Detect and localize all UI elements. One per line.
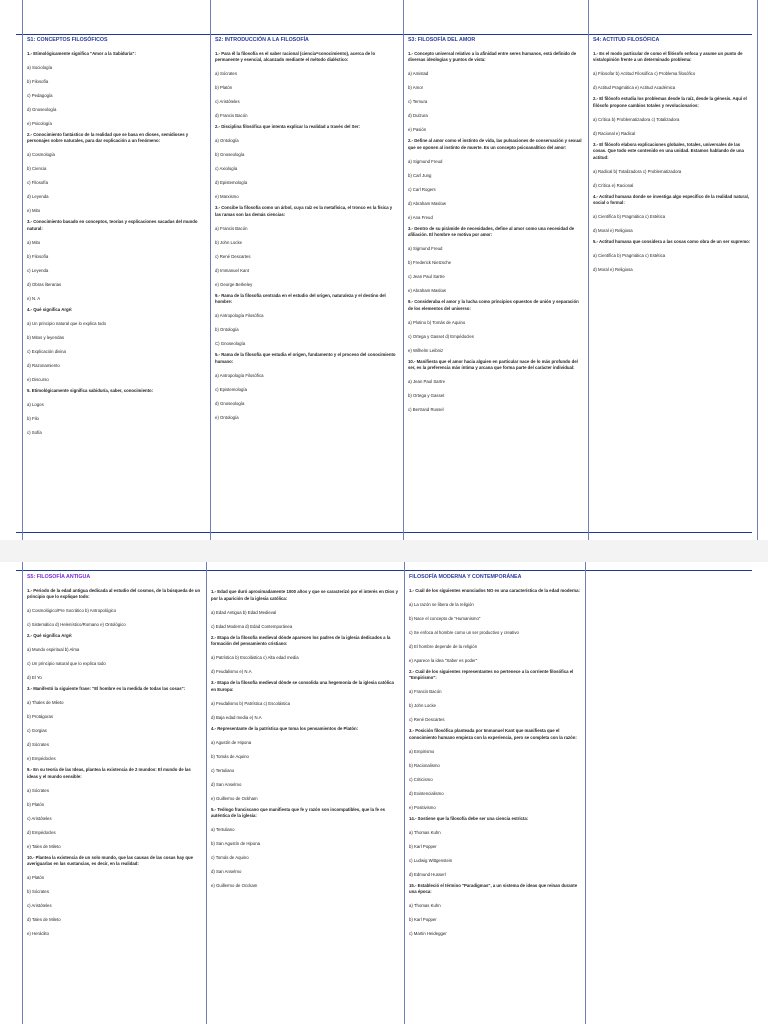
question-text: 1.- Etimológicamente significa "Amor a la Sabiduría": [27, 50, 136, 56]
answer-option: d) Tales de Mileto [27, 917, 61, 922]
question-text: 5. Etimológicamente significa sabiduría, saber, conocimiento: [27, 387, 154, 393]
answer-option: d) Gnoseología [215, 400, 245, 406]
answer-option: a) Agustín de Hipona [211, 739, 252, 745]
answer-option: e) Guillermo de Ockham [211, 795, 258, 801]
answer-option: a) Plotino b) Tomás de Aquino [408, 319, 466, 325]
answer-option: d) Obras literarias [27, 281, 62, 287]
question-text: 1.- Edad que duró aproximadamente 1000 años y que se caracterizó por el interés en Dios y por la aparición de la iglesia católica: [211, 589, 398, 601]
question-text: 2.- Cuál de los siguientes representantes no pertenece a la corriente filosófica el "Empirismo": [409, 668, 574, 680]
answer-option: c) Se enfoca al hombre como un ser productivo y creativo [409, 629, 519, 635]
column-title: S2: INTRODUCCIÓN A LA FILOSOFÍA [215, 37, 309, 43]
answer-option: a) Francis Bacón [215, 225, 248, 231]
answer-option: d) Existencialismo [409, 790, 444, 796]
answer-option: a) Thales de Mileto [27, 700, 64, 705]
answer-option: d) Leyenda [27, 194, 49, 199]
answer-option: e) Marxismo [215, 194, 239, 199]
question-text: 1.- Periodo de la edad antigua dedicada al estudio del cosmos, de la búsqueda de un principio que lo explique todo: [27, 587, 201, 599]
answer-option: e) Pasión [408, 127, 427, 132]
question-text: 9.- En su teoría de las Ideas, plantea la existencia de 2 mundos: El mundo de las ideas y el mundo sensible: [27, 767, 191, 779]
answer-option: a) Francis Bacón [409, 689, 442, 694]
question-text: 9.- Consideraba el amor y la lucha como principios opuestos de unión y separación de los elementos del universo: [408, 299, 579, 311]
answer-option: c) Leyenda [27, 267, 49, 273]
answer-option: e) Ontología [215, 414, 239, 420]
answer-option: c) Gorgias [27, 728, 47, 733]
column-s3 [403, 0, 588, 540]
question-text: 2.- Disciplina filosófica que intenta explicar la realidad a través del Ser: [215, 124, 360, 129]
answer-option: b) John Locke [409, 703, 436, 708]
answer-option: d) Empédocles [27, 829, 56, 835]
answer-option: c) Explicación divina [27, 348, 66, 354]
answer-option: c) Edad Moderna d) Edad Contemporánea [211, 623, 293, 629]
answer-option: a) Crítica b) Problematizadora c) Totalizadora [593, 116, 680, 122]
question-text: 5.- Teólogo franciscano que manifiesta que fe y razón son incompatibles, que la fe es auténtica de la iglesia: [211, 806, 385, 818]
answer-option: a) Científica b) Pragmática c) Estética [593, 253, 666, 258]
column-body [404, 51, 588, 414]
answer-option: a) Thomas Kuhn [409, 903, 441, 908]
answer-option: e) Tales de Mileto [27, 843, 61, 849]
answer-option: e) George Berkeley [215, 281, 253, 287]
answer-option: d) Sócrates [27, 742, 49, 747]
answer-option: b) Mitos y leyendas [27, 334, 65, 340]
answer-option: c) Tertuliano [211, 767, 235, 773]
answer-option: d) Epistemología [215, 180, 248, 185]
answer-option: d) Moral e) Religiosa [593, 228, 633, 233]
answer-option: a) Empirismo [409, 748, 435, 754]
answer-option: b) Sócrates [27, 889, 49, 894]
answer-option: b) Platón [215, 85, 233, 90]
column-s5 [22, 562, 206, 1024]
answer-option: d) El Yo [27, 675, 42, 680]
answer-option: a) Un principio natural que lo explica todo [27, 320, 107, 326]
answer-option: c) Pedagogía [27, 92, 53, 98]
answer-option: a) Sócrates [215, 71, 237, 76]
answer-option: a) Patrística b) Escolástica c) Alta edad media [211, 655, 299, 660]
answer-option: e) Positivismo [409, 804, 436, 810]
question-text: 3.- Dentro de su pirámide de necesidades, define al amor como una necesidad de afiliación. El hombre se motiva por amor: [408, 225, 575, 237]
answer-option: e) Empédocles [27, 756, 56, 761]
answer-option: c) Axiología [215, 166, 238, 171]
answer-option: b) Karl Popper [409, 843, 437, 849]
answer-option: c) Sistemático d) Helenístico/Romano e) Ontológico [27, 622, 126, 627]
answer-option: a) Jean Paul Sartre [408, 379, 446, 384]
answer-option: c) Aristóteles [215, 99, 240, 104]
answer-option: a) Cosmología [27, 152, 55, 157]
answer-option: b) John Locke [215, 239, 242, 245]
question-text: 3.- Etapa de la filosofía medieval dónde se consolida una hegemonía de la iglesia católica en Europa: [211, 680, 394, 692]
answer-option: b) Filo [27, 415, 39, 421]
answer-option: d) Edmund Husserl [409, 871, 446, 877]
answer-option: b) Nace el concepto de "Humanismo" [409, 615, 481, 621]
column-body [405, 588, 585, 938]
answer-option: b) Filosofía [27, 253, 49, 259]
question-text: 2.- Conocimiento fantástico de la realidad que se basa en dioses, semidioses y personajes sobre naturales, para dar explicación a un fenómeno: [27, 131, 189, 143]
answer-option: b) Carl Jung [408, 172, 432, 178]
question-text: 3.- Manifestó la siguiente frase: "El hombre es la medida de todas las cosas": [27, 686, 186, 691]
question-text: 14.- Sostiene que la filosofía debe ser una ciencia estricta: [409, 815, 529, 821]
answer-option: c) Sofía [27, 429, 42, 435]
question-text: 10.- Plantea la existencia de un solo mundo, que las causas de las cosas hay que averiguarlas en las sustancias, es decir, en la realidad: [27, 854, 193, 866]
answer-option: e) Abraham Maslow [408, 288, 446, 293]
answer-option: a) Cosmológico/Pre Socrático b) Antropológico [27, 608, 117, 613]
answer-option: b) Filosofía [27, 78, 49, 84]
column-title [207, 572, 404, 583]
answer-option: c) Ortega y Gasset d) Empédocles [408, 333, 474, 339]
worksheet-page-2 [0, 562, 768, 1024]
answer-option: a) Logos [27, 401, 44, 407]
column-title: S1: CONCEPTOS FILOSÓFICOS [27, 37, 108, 43]
answer-option: c) Criticismo [409, 776, 433, 782]
answer-option: d) San Anselmo [211, 781, 242, 787]
answer-option: d) Dulzura [408, 113, 428, 118]
answer-option: e) Wilhelm Leibniz [408, 347, 444, 353]
column-body [207, 589, 404, 890]
question-text: 10.- Manifiesta que el amor hacia alguien en particular nace de lo más profundo del ser, es la preferencia más íntima y arcana que forma parte del carácter individual: [408, 358, 578, 370]
column-s1 [22, 0, 210, 540]
answer-option: e) N. A [27, 295, 41, 301]
answer-option: b) Ortega y Gasset [408, 393, 445, 398]
answer-option: a) Antropología Filosófica [215, 313, 264, 318]
answer-option: a) Ontología [215, 138, 239, 143]
answer-option: e) Heráclito [27, 931, 49, 936]
answer-option: a) Científica b) Pragmática c) Estética [593, 214, 666, 219]
answer-option: a) Edad Antigua b) Edad Medieval [211, 609, 277, 615]
answer-option: d) Feudalismo e) N.A [211, 669, 252, 674]
answer-option: d) Crítica e) Racional [593, 182, 634, 188]
answer-option: b) Tomás de Aquino [211, 753, 249, 759]
answer-option: a) Tertuliano [211, 827, 235, 832]
answer-option: d) Francis Bacón [215, 113, 248, 118]
question-text: 3.- Conocimiento basado en conceptos, teorías y explicaciones sacadas del mundo natural: [27, 219, 198, 231]
answer-option: d) Racional e) Radical [593, 130, 636, 136]
question-text: 2.- Etapa de la filosofía medieval dónde aparecen los padres de la iglesia dedicados a la formación del pensamiento cristiano: [211, 634, 391, 646]
column-s6 [206, 562, 404, 1024]
column-body [589, 51, 757, 274]
column-body [23, 51, 210, 437]
answer-option: e) Ana Freud [408, 214, 433, 220]
answer-option: e) Psicología [27, 120, 52, 126]
answer-option: e) Aparece la idea "Saber es poder" [409, 657, 478, 663]
answer-option: c) Carl Rogers [408, 186, 436, 192]
answer-option: a) Filosofar b) Actitud Filosófica c) Problema filosófico [593, 71, 696, 76]
question-text: 3.- El filósofo elabora explicaciones globales, totales, universales de las cosas. Que todo este contenido en una unidad. Estamos hablando de una actitud: [593, 141, 744, 160]
answer-option: a) Amistad [408, 71, 429, 76]
answer-option: c) Martin Heidegger [409, 931, 447, 936]
answer-option: c) Ludwig Wittgenstein [409, 857, 453, 863]
answer-option: a) Sigmund Freud [408, 246, 443, 251]
column-title: FILOSOFÍA MODERNA Y CONTEMPORÁNEA [409, 574, 522, 580]
answer-option: b) Frederick Nietzsche [408, 260, 451, 265]
answer-option: b) Ciencia [27, 166, 47, 171]
question-text: 2.- Qué significa Argé: [27, 633, 73, 638]
answer-option: a) Sociología [27, 64, 53, 70]
answer-option: c) Ternura [408, 99, 428, 104]
answer-option: a) La razón se libera de la religión [409, 601, 474, 607]
answer-option: b) San Agustín de Hipona [211, 841, 260, 846]
question-text: 1.- Para él la filosofía es el saber racional (ciencia=conocimiento), acerca de lo permanente y esencial, alcanzado mediante el método dialéctico: [215, 50, 376, 62]
question-text: 5.- Rama de la filosofía que estudia el origen, fundamento y el proceso del conocimiento humano: [215, 352, 396, 364]
question-text: 4.- Actitud humana donde se investiga algo específico de la realidad natural, social o formal: [593, 193, 749, 205]
answer-option: b) Ontología [215, 327, 239, 332]
question-text: 2.- Define al amor como el instinto de vida, las pulsaciones de conservación y sexual que se oponen al instinto de muerte. Es un concepto psicoanalítico del amor: [408, 138, 582, 150]
answer-option: a) Radical b) Totalizadora c) Problematizadora [593, 168, 682, 174]
question-text: 4.- Qué significa Argé: [27, 306, 73, 312]
answer-option: c) Aristóteles [27, 903, 52, 908]
answer-option: c) René Descartes [409, 717, 445, 722]
answer-option: a) Sócrates [27, 787, 49, 793]
column-title: S5: FILOSOFÍA ANTIGUA [27, 574, 91, 580]
answer-option: d) El hombre depende de la religión [409, 643, 478, 649]
question-text: 2.- El filósofo estudia los problemas desde la raíz, desde la génesis. Aquí el filósofo propone cambios totales y revolucionarios: [593, 96, 747, 108]
answer-option: b) Platón [27, 801, 45, 807]
answer-option: e) Guillermo de Occkam [211, 883, 258, 888]
answer-option: d) Baja edad media e) N.A [211, 714, 262, 720]
question-text: 1.- Concepto universal relativo a la afinidad entre seres humanos, está definido de diversas ideologías y puntos de vista: [408, 50, 577, 62]
answer-option: c) Filosofía [27, 180, 49, 185]
question-text: 3.- Concibe la filosofía como un árbol, cuya raíz es la metafísica, el tronco es la física y las ramas son las demás ciencias: [215, 205, 393, 217]
answer-option: a) Thomas Kuhn [409, 829, 441, 835]
answer-option: d) Gnoseología [27, 106, 57, 112]
answer-option: a) Feudalismo b) Patrística c) Escolástica [211, 700, 291, 706]
column-body [211, 51, 403, 422]
answer-option: e) Discurso [27, 376, 49, 382]
column-title: S4: ACTITUD FILOSÓFICA [593, 37, 660, 43]
answer-option: b) Gnoseología [215, 152, 245, 157]
question-text: 5.- Actitud humana que considera a las cosas como obra de un ser supremo: [593, 239, 751, 244]
question-text: 3.- Posición filosófica planteada por Immanuel Kant que manifiesta que el conocimiento humano empieza con la experiencia, pero se completa con la razón: [409, 728, 577, 740]
answer-option: d) Immanuel Kant [215, 267, 249, 273]
question-text: 4.- Representante de la patrística que toma los pensamientos de Platón: [211, 725, 359, 731]
answer-option: C) Gnoseología [215, 341, 246, 346]
column-s7 [404, 562, 586, 1024]
answer-option: c) Jean Paul Sartre [408, 274, 445, 279]
answer-option: b) Protágoras [27, 714, 54, 719]
answer-option: c) Un principio natural que lo explica todo [27, 661, 106, 666]
answer-option: e) Mito [27, 208, 41, 213]
answer-option: b) Amor [408, 85, 424, 90]
answer-option: d) Abraham Maslow [408, 200, 446, 206]
question-text: 15.- Estableció el término "Paradigmas", a un sistema de ideas que reinan durante una época: [409, 882, 578, 894]
answer-option: c) Tomás de Aquino [211, 855, 249, 860]
question-text: 1.- Cuál de los siguientes enunciados NO es una característica de la edad moderna: [409, 587, 580, 593]
answer-option: a) Platón [27, 875, 45, 880]
answer-option: c) Bertrand Russel [408, 407, 444, 412]
answer-option: a) Mito [27, 239, 41, 245]
answer-option: c) René Descartes [215, 253, 251, 259]
column-body [23, 588, 206, 938]
answer-option: c) Aristóteles [27, 815, 52, 821]
answer-option: d) Moral e) Religiosa [593, 267, 633, 272]
answer-option: d) San Anselmo [211, 869, 242, 874]
answer-option: d) Razonamiento [27, 362, 60, 368]
column-s4 [588, 0, 758, 540]
answer-option: d) Actitud Pragmática e) Actitud Académica [593, 85, 676, 90]
question-text: 1.- Es el modo particular de como el filósofo enfoca y asume un punto de vista/opinión frente a un determinado problema: [593, 50, 743, 62]
answer-option: a) Sigmund Freud [408, 158, 443, 164]
answer-option: c) Epistemología [215, 386, 248, 392]
answer-option: a) Mundo espiritual b) Alma [27, 647, 80, 652]
column-title: S3: FILOSOFÍA DEL AMOR [408, 37, 476, 43]
column-s2 [210, 0, 403, 540]
question-text: 9.- Rama de la filosofía centrada en el estudio del origen, naturaleza y el destino del hombre: [215, 292, 386, 304]
answer-option: a) Antropología Filosófica [215, 372, 264, 378]
answer-option: b) Karl Popper [409, 917, 437, 922]
answer-option: b) Racionalismo [409, 762, 440, 768]
